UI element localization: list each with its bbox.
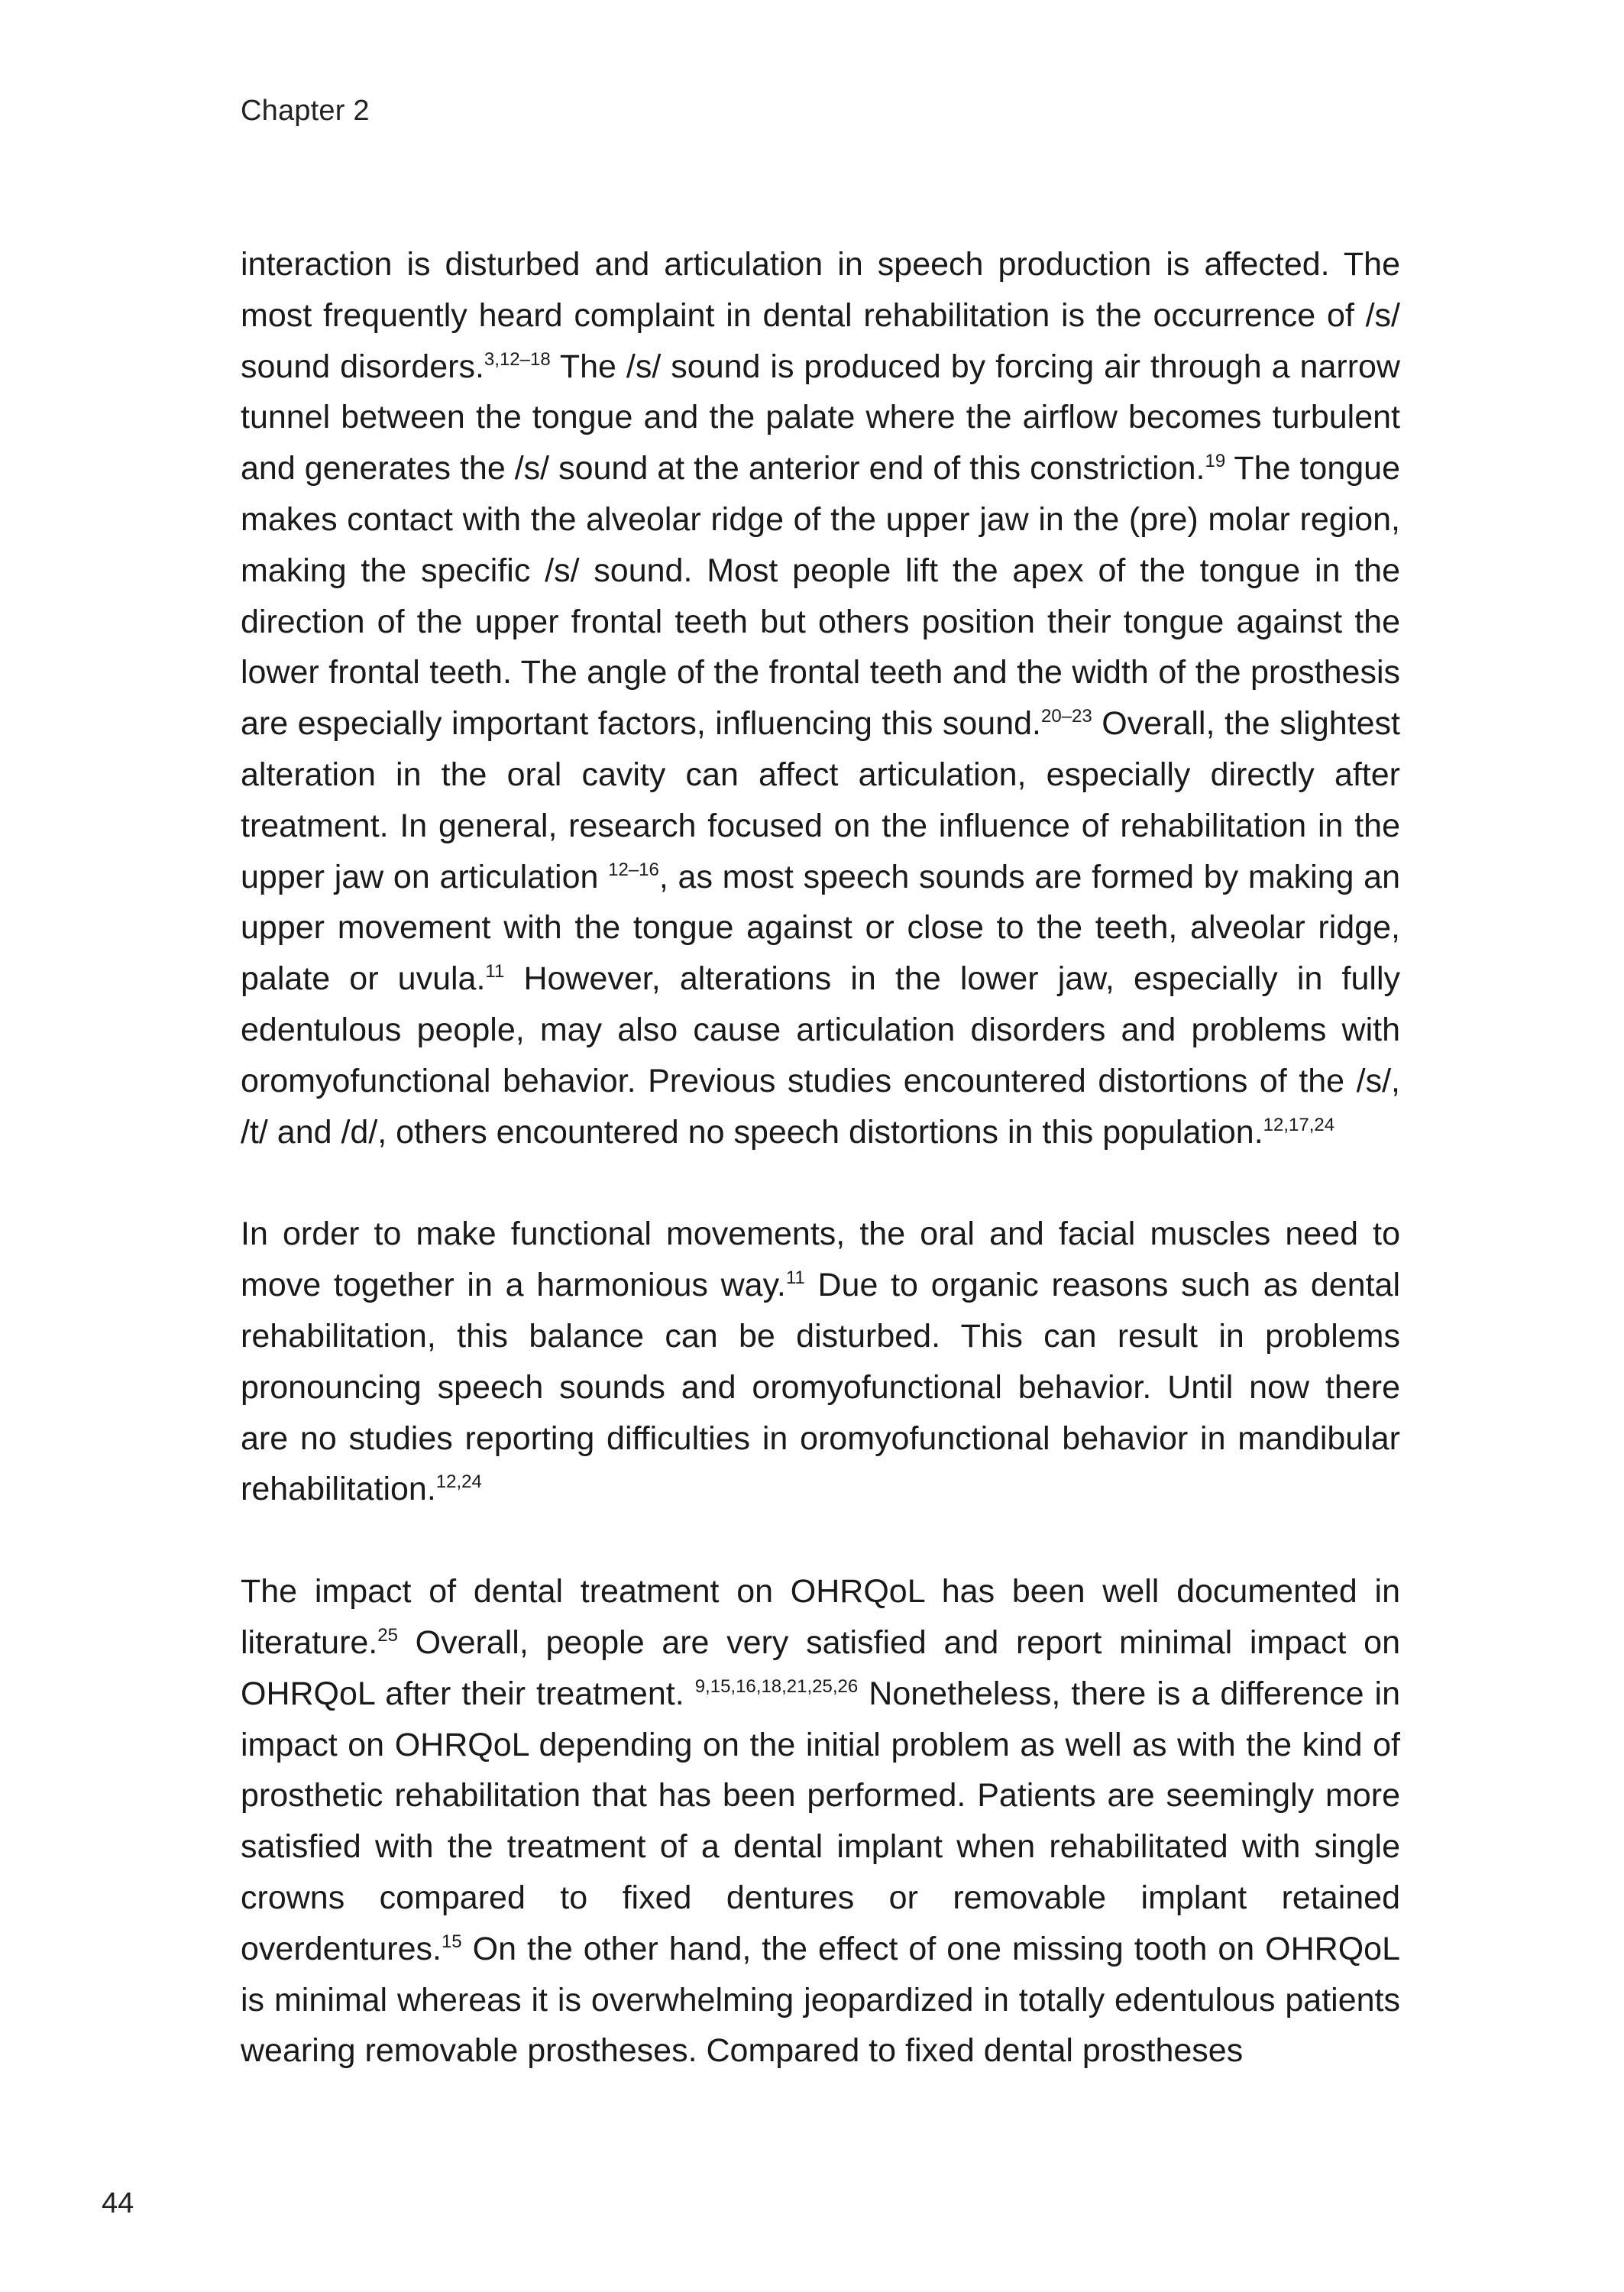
body-text (241, 239, 1400, 2077)
citation-superscript: 12,17,24 (1263, 1114, 1335, 1135)
citation-superscript: 3,12–18 (484, 348, 551, 370)
citation-superscript: 9,15,16,18,21,25,26 (694, 1675, 859, 1697)
text-segment: interaction is disturbed and articulation in speech production is affected. The most frequently heard complaint in dental rehabilitation is the occurrence of /s/ sound disorders. (241, 246, 1400, 385)
paragraph-2 (241, 1209, 1400, 1515)
citation-superscript: 11 (485, 961, 505, 983)
citation-superscript: 15 (441, 1931, 462, 1952)
text-segment: The impact of dental treatment on OHRQoL has been well documented in literature. (241, 1573, 1400, 1661)
page-number: 44 (102, 2187, 134, 2219)
text-segment: On the other hand, the effect of one missing tooth on OHRQoL is minimal whereas it is overwhelming jeopardized in totally edentulous patients wearing removable prostheses. Compared to fixed dental prostheses (241, 1930, 1400, 2070)
citation-superscript: 19 (1205, 451, 1226, 472)
citation-superscript: 12–16 (608, 859, 659, 880)
citation-superscript: 20–23 (1040, 706, 1092, 727)
citation-superscript: 12,24 (435, 1471, 482, 1493)
paragraph-1 (241, 239, 1400, 1157)
text-segment: , as most speech sounds are formed by making an upper movement with the tongue against or close to the teeth, alveolar ridge, palate or uvula. (241, 858, 1401, 998)
text-segment: Due to organic reasons such as dental rehabilitation, this balance can be disturbed. This can result in problems pronouncing speech sounds and oromyofunctional behavior. Until now there are no studies reporting difficulties in oromyofunctional behavior in mandibular rehabilitation. (241, 1267, 1401, 1508)
paragraph-3 (241, 1566, 1400, 2077)
text-segment: Overall, the slightest alteration in the oral cavity can affect articulation, especially directly after treatment. In general, research focused on the influence of rehabilitation in the upper jaw on articulation (241, 705, 1400, 895)
running-head: Chapter 2 (241, 95, 370, 127)
text-segment: The /s/ sound is produced by forcing air through a narrow tunnel between the tongue and the palate where the airflow becomes turbulent and generates the /s/ sound at the anterior end of this constriction. (241, 348, 1400, 487)
citation-superscript: 25 (377, 1624, 398, 1646)
text-segment: However, alterations in the lower jaw, especially in fully edentulous people, may also cause articulation disorders and problems with oromyofunctional behavior. Previous studies encountered distortions of the /s/, /t/ and /d/, others encountered no speech distortions in this population. (241, 960, 1400, 1151)
text-segment: The tongue makes contact with the alveolar ridge of the upper jaw in the (pre) molar region, making the specific /s/ sound. Most people lift the apex of the tongue in the direction of the upper frontal teeth but others position their tongue against the lower frontal teeth. The angle of the frontal teeth and the width of the prosthesis are especially important factors, influencing this sound. (241, 450, 1401, 743)
citation-superscript: 11 (785, 1267, 805, 1289)
text-segment: In order to make functional movements, the oral and facial muscles need to move together in a harmonious way. (241, 1216, 1400, 1304)
text-segment: Overall, people are very satisfied and report minimal impact on OHRQoL after their treatment. (241, 1624, 1400, 1712)
text-segment: Nonetheless, there is a difference in impact on OHRQoL depending on the initial problem as well as with the kind of prosthetic rehabilitation that has been performed. Patients are seemingly more satisfied with the treatment of a dental implant when rehabilitated with single crowns compared to fixed dentures or removable implant retained overdentures. (241, 1675, 1401, 1967)
